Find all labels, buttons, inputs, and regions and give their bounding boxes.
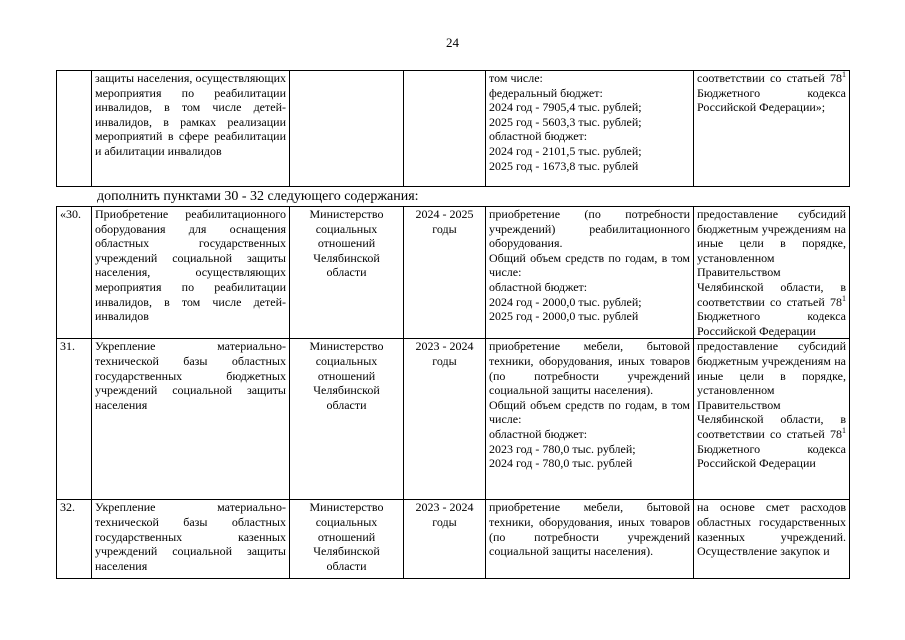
cell-executor: Министерство социальных отношений Челябинской области: [290, 207, 404, 339]
table-row: [57, 339, 850, 500]
mech-text: предоставление субсидий бюджетным учреждениям на иные цели в порядке, установленном Правительством Челябинской области, в соответствии со статьей 78: [697, 339, 846, 441]
cell-measure: Укрепление материально-технической базы областных государственных бюджетных учреждений социальной защиты населения: [92, 339, 290, 500]
cell-num: 31.: [57, 339, 92, 500]
result-mid: Общий объем средств по годам, в том числе:: [489, 250, 690, 280]
result-mid: Общий объем средств по годам, в том числе:: [489, 397, 690, 427]
table-row: [57, 207, 850, 339]
mech-sup: 1: [842, 70, 846, 79]
cell-result: [486, 500, 694, 579]
mech-text: предоставление субсидий бюджетным учреждениям на иные цели в порядке, установленном Правительством Челябинской области, в соответствии со статьей 78: [697, 207, 846, 309]
table-main: [56, 206, 850, 579]
mech-text-tail: Бюджетного кодекса Российской Федерации: [697, 441, 846, 471]
cell-executor: Министерство социальных отношений Челябинской области: [290, 500, 404, 579]
cell-mechanism: на основе смет расходов областных государственных казенных учреждений. Осуществление закупок и: [694, 500, 850, 579]
page-number: 24: [446, 35, 459, 50]
table-continuation: [56, 70, 850, 187]
result-lead: приобретение мебели, бытовой техники, оборудования, иных товаров (по потребности учреждений социальной защиты населения).: [489, 339, 690, 398]
cell-period: 2023 - 2024 годы: [404, 339, 486, 500]
result-tail: областной бюджет: 2023 год - 780,0 тыс. рублей; 2024 год - 780,0 тыс. рублей: [489, 426, 636, 471]
mech-text-tail: Бюджетного кодекса Российской Федерации»;: [697, 85, 846, 115]
mech-sup: 1: [842, 293, 846, 303]
cell-period: [404, 71, 486, 187]
mech-text-tail: Бюджетного кодекса Российской Федерации: [697, 309, 846, 338]
cell-num: [57, 71, 92, 187]
cell-result: [486, 207, 694, 339]
mech-sup: 1: [842, 425, 846, 435]
cell-measure: Приобретение реабилитационного оборудования для оснащения областных государственных учреждений социальной защиты населения, осуществляющих мероприятия по реабилитации инвалидов, в том числе детей-инвалидов: [92, 207, 290, 339]
result-lead: приобретение мебели, бытовой техники, оборудования, иных товаров (по потребности учреждений социальной защиты населения).: [489, 500, 690, 559]
cell-executor: [290, 71, 404, 187]
cell-period: 2024 - 2025 годы: [404, 207, 486, 339]
cell-executor: Министерство социальных отношений Челябинской области: [290, 339, 404, 500]
mech-text: соответствии со статьей 78: [697, 71, 842, 85]
cell-mechanism: [694, 339, 850, 500]
cell-result: том числе: федеральный бюджет: 2024 год - 7905,4 тыс. рублей; 2025 год - 5603,3 тыс. рублей; областной бюджет: 2024 год - 2101,5 тыс. рублей; 2025 год - 1673,8 тыс. рублей: [486, 71, 694, 187]
cell-num: 32.: [57, 500, 92, 579]
cell-measure: защиты населения, осуществляющих мероприятия по реабилитации инвалидов, в том числе детей-инвалидов, в рамках реализации мероприятий в сфере реабилитации и абилитации инвалидов: [92, 71, 290, 187]
cell-num: «30.: [57, 207, 92, 339]
result-tail: областной бюджет: 2024 год - 2000,0 тыс. рублей; 2025 год - 2000,0 тыс. рублей: [489, 279, 642, 324]
cell-result: [486, 339, 694, 500]
result-lead: приобретение (по потребности учреждений) реабилитационного оборудования.: [489, 207, 690, 251]
cell-measure: Укрепление материально-технической базы областных государственных казенных учреждений социальной защиты населения: [92, 500, 290, 579]
insert-instruction: дополнить пунктами 30 - 32 следующего содержания:: [97, 189, 419, 204]
table-row: [57, 500, 850, 579]
cell-mechanism: [694, 207, 850, 339]
cell-mechanism: [694, 71, 850, 187]
cell-period: 2023 - 2024 годы: [404, 500, 486, 579]
table-row: [57, 71, 850, 187]
